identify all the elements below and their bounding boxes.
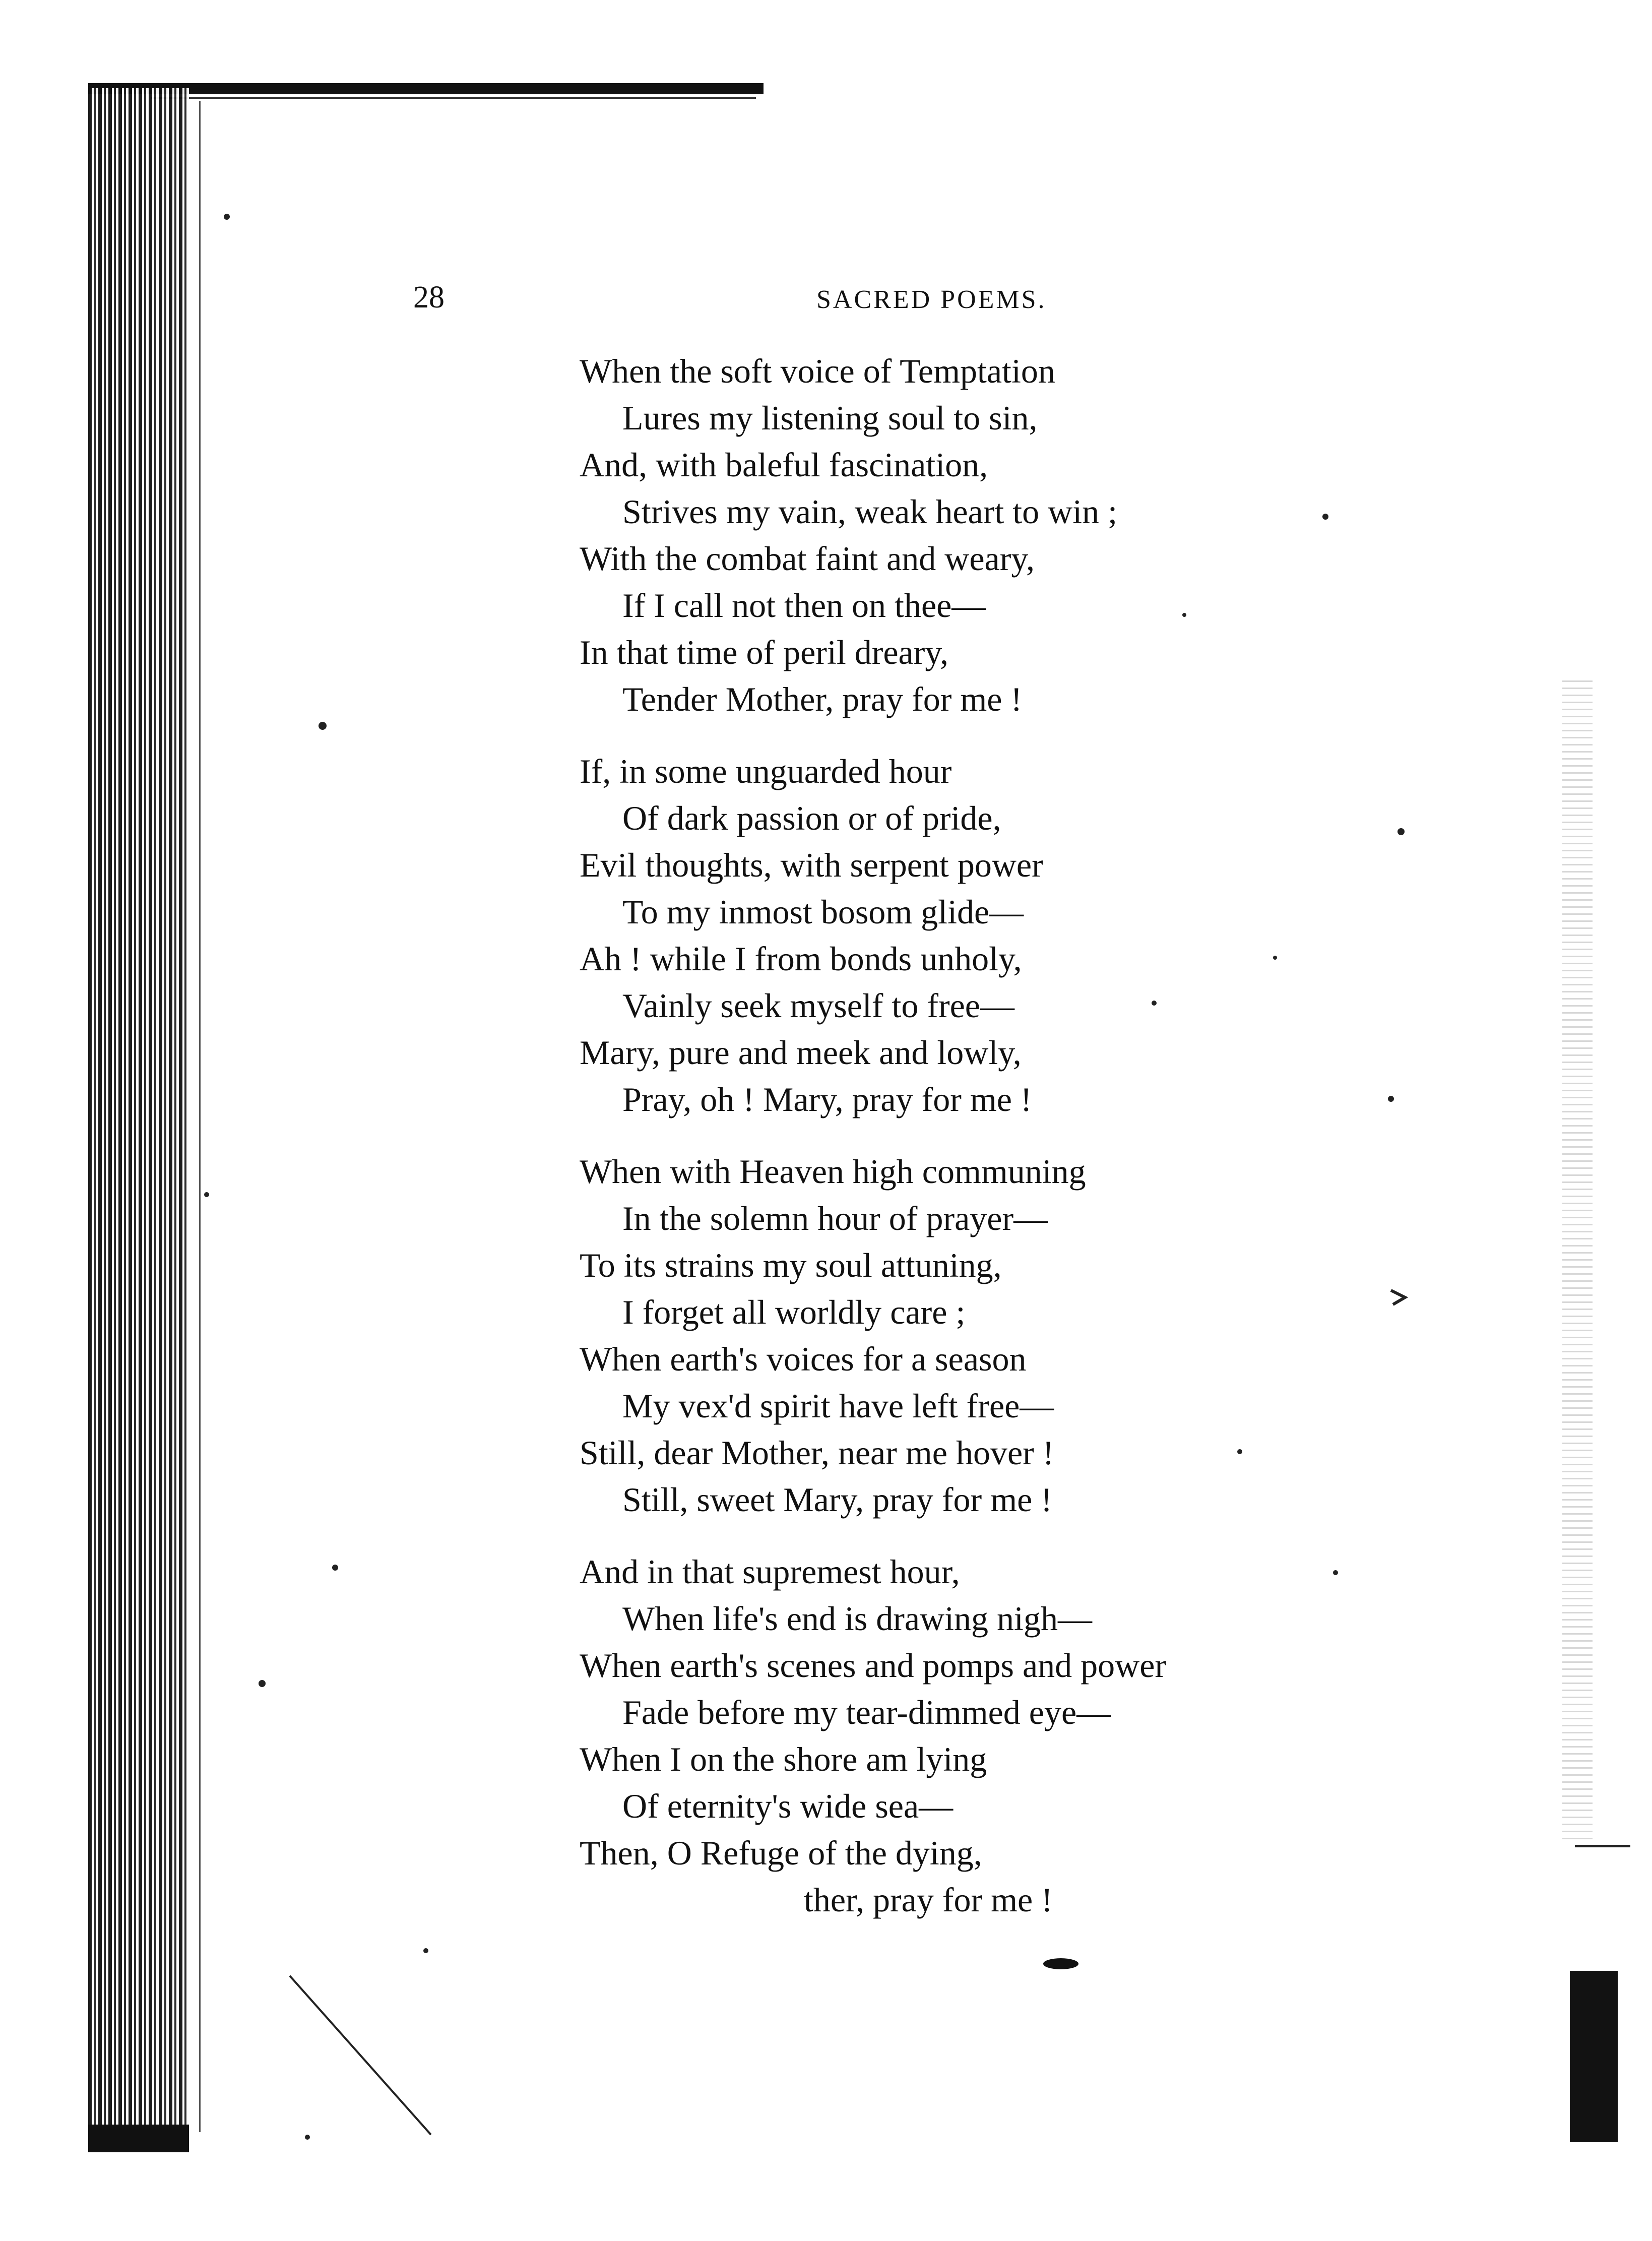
poem-line: My vex'd spirit have left free— (622, 1387, 1054, 1425)
poem-line: To my inmost bosom glide— (622, 893, 1024, 931)
poem-line: When I on the shore am lying (580, 1740, 987, 1778)
poem-line: Lures my listening soul to sin, (622, 399, 1038, 437)
poem-line: And, with baleful fascination, (580, 446, 988, 484)
poem-line: Vainly seek myself to free— (622, 986, 1014, 1025)
poem-line: Of dark passion or of pride, (622, 799, 1001, 837)
poem-line: If I call not then on thee— (622, 586, 986, 625)
poem-line: If, in some unguarded hour (580, 752, 952, 790)
poem-body (580, 348, 1537, 1949)
stanza-1 (580, 348, 1537, 723)
poem-line: Tender Mother, pray for me ! (622, 680, 1023, 718)
poem-line: Then, O Refuge of the dying, (580, 1834, 982, 1872)
poem-line: When earth's voices for a season (580, 1340, 1027, 1378)
poem-line: In the solemn hour of prayer— (622, 1199, 1048, 1237)
page-number: 28 (413, 280, 444, 315)
stanza-2 (580, 748, 1537, 1123)
poem-line: With the combat faint and weary, (580, 539, 1035, 578)
poem-line: To its strains my soul attuning, (580, 1246, 1002, 1284)
end-ornament (1043, 1958, 1078, 1969)
running-title: SACRED POEMS. (816, 285, 1047, 314)
stanza-3 (580, 1148, 1537, 1523)
stanza-4 (580, 1548, 1537, 1923)
poem-line: Strives my vain, weak heart to win ; (622, 492, 1118, 531)
running-head (413, 280, 1119, 320)
poem-line: Still, dear Mother, near me hover ! (580, 1434, 1054, 1472)
poem-line: Ah ! while I from bonds unholy, (580, 940, 1022, 978)
poem-line: When the soft voice of Temptation (580, 352, 1055, 390)
poem-line: Mary, pure and meek and lowly, (580, 1033, 1022, 1072)
poem-line: And in that supremest hour, (580, 1552, 960, 1591)
poem-line: Fade before my tear-dimmed eye— (622, 1693, 1111, 1731)
poem-line: Evil thoughts, with serpent power (580, 846, 1043, 884)
poem-line: ther, pray for me ! (804, 1881, 1053, 1919)
poem-line: When with Heaven high communing (580, 1152, 1086, 1191)
poem-line: Of eternity's wide sea— (622, 1787, 954, 1825)
poem-line: Pray, oh ! Mary, pray for me ! (622, 1080, 1032, 1118)
poem-line: I forget all worldly care ; (622, 1293, 966, 1331)
poem-line: When life's end is drawing nigh— (622, 1599, 1092, 1638)
poem-line: When earth's scenes and pomps and power (580, 1646, 1167, 1685)
poem-line: Still, sweet Mary, pray for me ! (622, 1480, 1052, 1519)
poem-line: In that time of peril dreary, (580, 633, 948, 671)
